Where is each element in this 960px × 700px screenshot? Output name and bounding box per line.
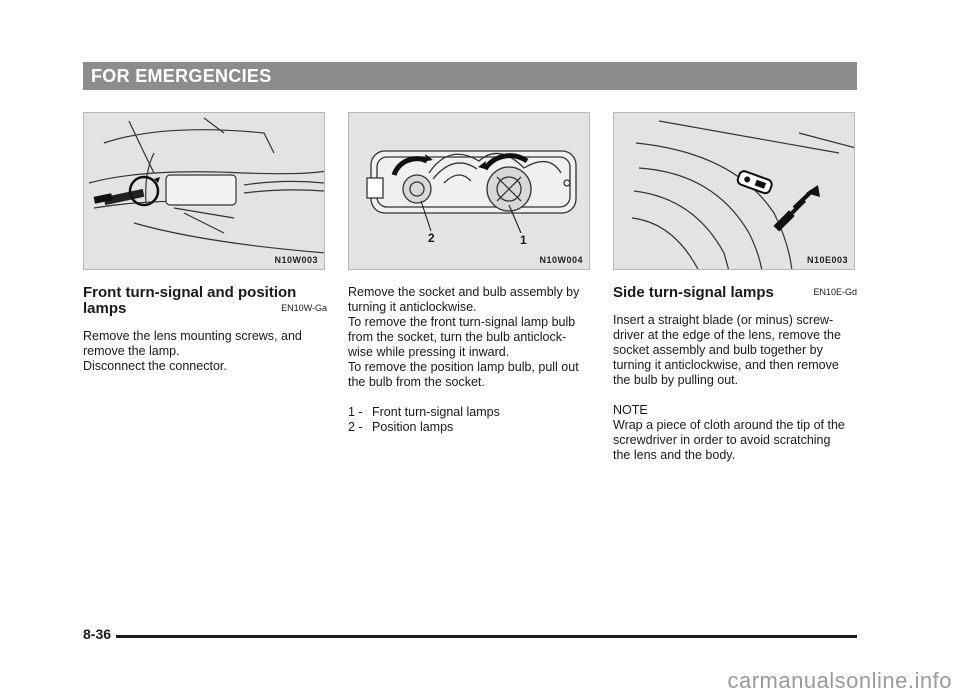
list-number: 1 - (348, 405, 363, 419)
note-line: the lens and the body. (613, 448, 736, 462)
body-line: Insert a straight blade (or minus) screw- (613, 313, 834, 327)
body-line: remove the lamp. (83, 344, 180, 358)
body-line: the bulb from the socket. (348, 375, 485, 389)
reference-code: EN10E-Gd (813, 287, 857, 297)
footer-rule (116, 635, 857, 638)
reference-code: EN10W-Ga (281, 303, 327, 313)
body-line: wise while pressing it inward. (348, 345, 510, 359)
section-socket-removal (348, 285, 592, 435)
body-line: from the socket, turn the bulb anticlock- (348, 330, 567, 344)
section-header-bar (83, 62, 857, 90)
heading-line: Front turn-signal and position (83, 284, 297, 301)
body-line: driver at the edge of the lens, remove the (613, 328, 841, 342)
list-text: Front turn-signal lamps (372, 405, 500, 419)
callout-1: 1 (520, 233, 527, 247)
figure-code: N10W004 (539, 255, 583, 265)
list-number: 2 - (348, 420, 363, 434)
heading-line: lamps (83, 300, 127, 317)
section-front-turn-signal (83, 285, 327, 374)
body-line: turning it anticlockwise. (348, 300, 477, 314)
body-line: To remove the front turn-signal lamp bulb (348, 315, 576, 329)
section-side-turn-signal (613, 285, 857, 463)
note-line: Wrap a piece of cloth around the tip of the (613, 418, 845, 432)
callout-2: 2 (428, 231, 435, 245)
body-line: Disconnect the connector. (83, 359, 227, 373)
page-number: 8-36 (83, 626, 112, 642)
list-item (348, 420, 592, 435)
section-heading (613, 285, 857, 301)
section-heading (83, 285, 327, 317)
body-line: turning it anticlockwise, and then remove (613, 358, 839, 372)
list-item (348, 405, 592, 420)
watermark: carmanualsonline.info (727, 668, 952, 693)
body-line: To remove the position lamp bulb, pull out (348, 360, 579, 374)
figure-socket-assembly (348, 112, 590, 270)
figure-side-lamp (613, 112, 855, 270)
heading-line: Side turn-signal lamps (613, 284, 774, 301)
figure-front-lamp-removal (83, 112, 325, 270)
front-lamp-illustration (84, 113, 325, 270)
body-line: the bulb by pulling out. (613, 373, 739, 387)
section-title: FOR EMERGENCIES (91, 66, 272, 86)
list-text: Position lamps (372, 420, 454, 434)
body-line: socket assembly and bulb together by (613, 343, 823, 357)
figure-code: N10W003 (274, 255, 318, 265)
body-line: Remove the socket and bulb assembly by (348, 285, 580, 299)
body-line: Remove the lens mounting screws, and (83, 329, 302, 343)
note-label: NOTE (613, 403, 648, 417)
socket-bulb-illustration (349, 113, 590, 270)
figure-code: N10E003 (806, 255, 848, 265)
side-lamp-illustration (614, 113, 855, 270)
note-line: screwdriver in order to avoid scratching (613, 433, 831, 447)
